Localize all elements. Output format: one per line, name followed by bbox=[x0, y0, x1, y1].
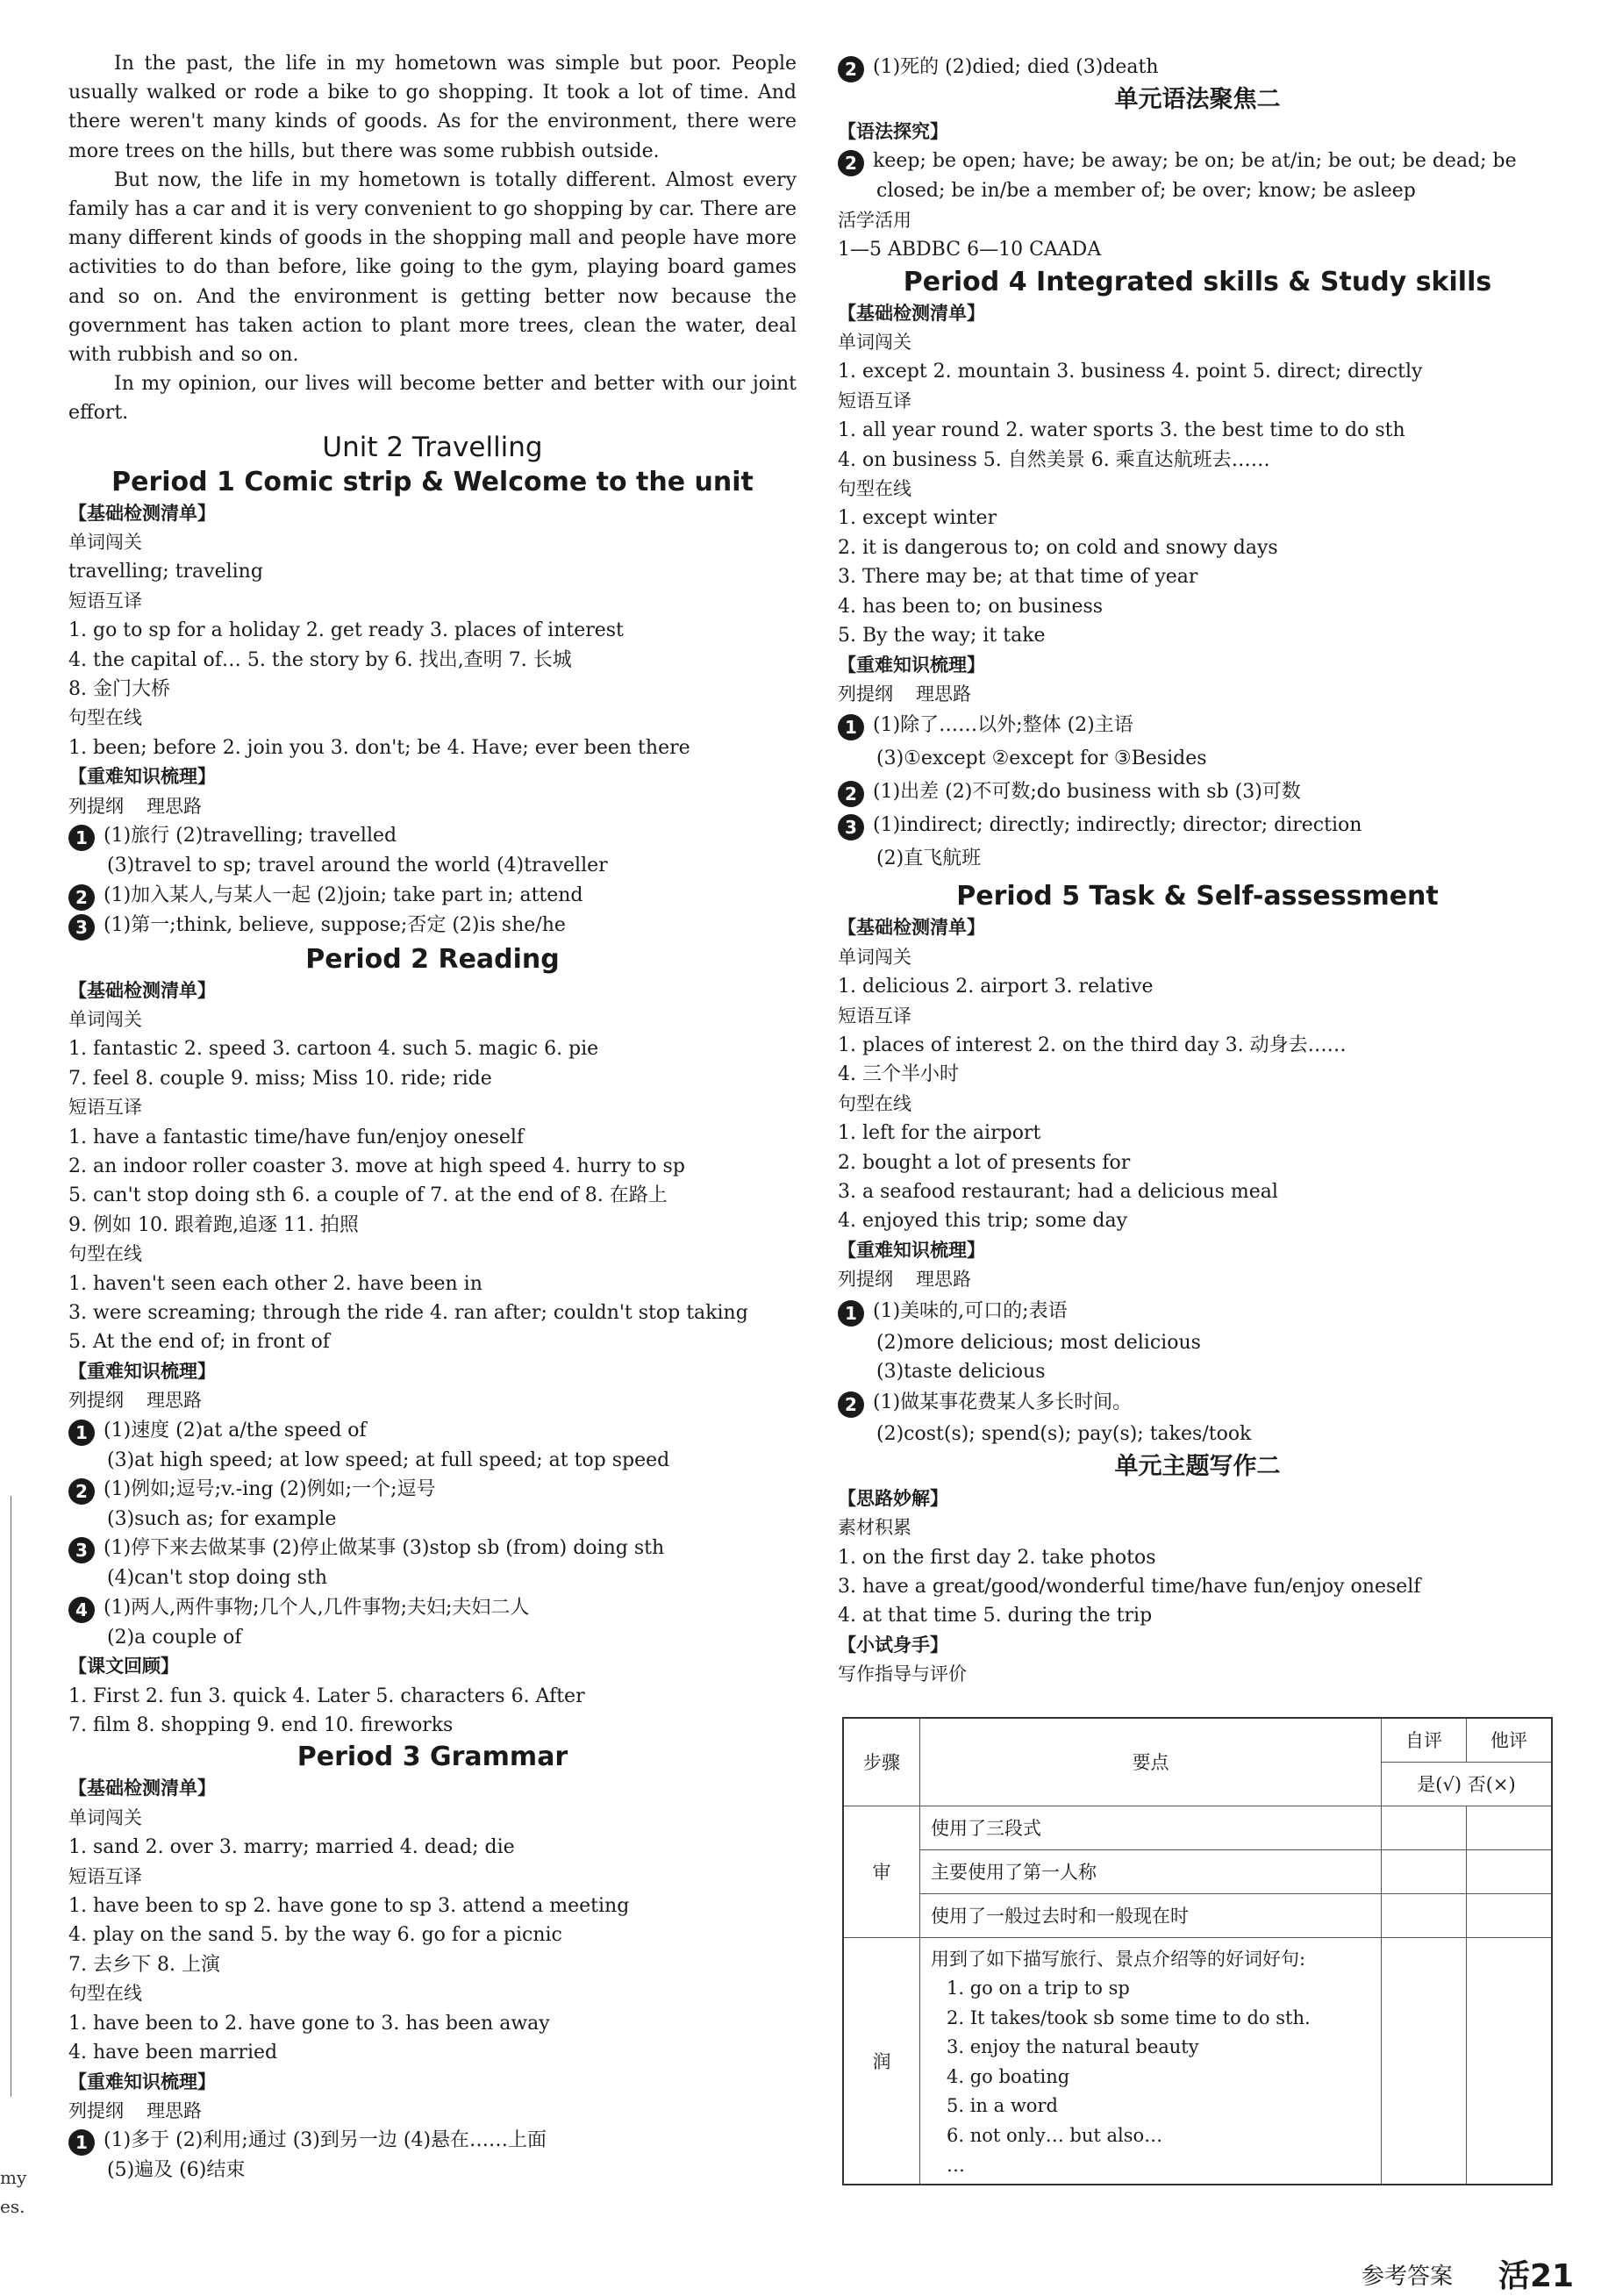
section-header: 【基础检测清单】 bbox=[838, 302, 985, 324]
knowledge-text: (1)旅行 (2)travelling; travelled bbox=[104, 825, 397, 848]
page-number: 活21 bbox=[1498, 2258, 1575, 2294]
number-badge: 1 bbox=[68, 1420, 95, 1446]
sub-header: 短语互译 bbox=[68, 1097, 142, 1119]
answer-line: 1. have been to 2. have gone to 3. has been away bbox=[68, 2012, 550, 2035]
answer-line: 4. 三个半小时 bbox=[838, 1063, 959, 1086]
writing-title: 单元主题写作二 bbox=[1114, 1452, 1281, 1480]
answer-line: 1. fantastic 2. speed 3. cartoon 4. such 5. magic 6. pie bbox=[68, 1038, 599, 1061]
answer-line: 1. all year round 2. water sports 3. the best time to do sth bbox=[838, 419, 1405, 442]
knowledge-item bbox=[838, 776, 1557, 809]
self-eval-cell[interactable] bbox=[1382, 1937, 1467, 2185]
section-header: 【基础检测清单】 bbox=[68, 1777, 216, 1799]
table-cell: 使用了三段式 bbox=[920, 1806, 1382, 1849]
knowledge-item bbox=[838, 1386, 1557, 1420]
number-badge: 2 bbox=[838, 56, 864, 82]
number-badge: 1 bbox=[68, 825, 95, 851]
outline-header bbox=[68, 792, 797, 821]
outline-header bbox=[838, 680, 1557, 709]
answer-line: travelling; traveling bbox=[68, 561, 263, 583]
outline-label: 理思路 bbox=[147, 2099, 202, 2121]
period-5-title: Period 5 Task & Self-assessment bbox=[956, 881, 1439, 912]
knowledge-item bbox=[68, 1416, 797, 1446]
knowledge-item bbox=[68, 881, 797, 911]
phrase-item: 2. It takes/took sb some time to do sth. bbox=[947, 2006, 1311, 2028]
knowledge-item bbox=[68, 1475, 797, 1505]
number-badge: 2 bbox=[68, 1478, 95, 1505]
section-header: 【重难知识梳理】 bbox=[838, 654, 985, 676]
self-eval-cell[interactable] bbox=[1382, 1806, 1467, 1849]
outline-label: 理思路 bbox=[916, 683, 971, 705]
number-badge: 2 bbox=[838, 150, 864, 176]
sub-header: 单词闯关 bbox=[838, 332, 911, 354]
answer-line: 4. at that time 5. during the trip bbox=[838, 1605, 1153, 1627]
peer-eval-cell[interactable] bbox=[1467, 1849, 1553, 1893]
number-badge: 3 bbox=[838, 814, 864, 840]
knowledge-text: (1)indirect; directly; indirectly; director; direction bbox=[873, 814, 1362, 837]
knowledge-item: (4)can't stop doing sth bbox=[107, 1567, 328, 1590]
edge-text: es. bbox=[0, 2196, 25, 2217]
answer-line: 4. the capital of… 5. the story by 6. 找出,查明 7. 长城 bbox=[68, 648, 572, 671]
sub-header: 句型在线 bbox=[838, 1092, 911, 1114]
phrase-item: 4. go boating bbox=[947, 2065, 1070, 2087]
answer-line: 1. have been to sp 2. have gone to sp 3. attend a meeting bbox=[68, 1895, 630, 1918]
knowledge-text: (1)例如;逗号;v.-ing (2)例如;一个;逗号 bbox=[104, 1478, 436, 1501]
knowledge-item: (3)travel to sp; travel around the world (4)traveller bbox=[107, 855, 608, 877]
answer-line: 1. delicious 2. airport 3. relative bbox=[838, 976, 1154, 998]
sub-header: 句型在线 bbox=[838, 478, 911, 500]
answer-line: 1. haven't seen each other 2. have been in bbox=[68, 1272, 482, 1295]
answer-line: 1. on the first day 2. take photos bbox=[838, 1546, 1156, 1569]
knowledge-text: (1)速度 (2)at a/the speed of bbox=[104, 1419, 367, 1441]
self-eval-cell[interactable] bbox=[1382, 1849, 1467, 1893]
sub-header: 短语互译 bbox=[838, 390, 911, 411]
phrase-item: 5. in a word bbox=[947, 2095, 1058, 2117]
sub-header: 单词闯关 bbox=[68, 1806, 142, 1828]
answer-line: 4. have been married bbox=[68, 2042, 278, 2064]
knowledge-item bbox=[838, 147, 1557, 176]
answer-line: 1. except winter bbox=[838, 507, 997, 530]
section-header: 【基础检测清单】 bbox=[838, 917, 985, 939]
knowledge-item: (2)cost(s); spend(s); pay(s); takes/took bbox=[876, 1423, 1252, 1446]
section-header: 【重难知识梳理】 bbox=[838, 1239, 985, 1261]
answer-line: 1. except 2. mountain 3. business 4. point 5. direct; directly bbox=[838, 361, 1423, 383]
page-edge-line bbox=[0, 1496, 11, 2097]
answer-line: 5. can't stop doing sth 6. a couple of 7. at the end of 8. 在路上 bbox=[68, 1184, 668, 1207]
answer-line: 3. have a great/good/wonderful time/have fun/enjoy oneself bbox=[838, 1576, 1421, 1599]
answer-line: 2. it is dangerous to; on cold and snowy days bbox=[838, 536, 1278, 559]
phrase-item: … bbox=[947, 2154, 965, 2176]
knowledge-text: (1)加入某人,与某人一起 (2)join; take part in; attend bbox=[104, 883, 583, 906]
outline-label: 列提纲 bbox=[838, 1269, 893, 1291]
outline-header bbox=[68, 2097, 797, 2126]
answer-line: 8. 金门大桥 bbox=[68, 678, 170, 701]
number-badge: 2 bbox=[838, 781, 864, 807]
number-badge: 1 bbox=[838, 714, 864, 740]
knowledge-item bbox=[68, 821, 797, 851]
sub-header: 句型在线 bbox=[68, 1243, 142, 1265]
sub-header: 写作指导与评价 bbox=[838, 1663, 967, 1685]
sub-header: 单词闯关 bbox=[68, 1008, 142, 1030]
phrase-list bbox=[931, 1974, 1370, 2180]
knowledge-text: (1)停下来去做某事 (2)停止做某事 (3)stop sb (from) doing sth bbox=[104, 1537, 665, 1560]
knowledge-item: (5)遍及 (6)结束 bbox=[107, 2159, 246, 2182]
answer-line: 1—5 ABDBC 6—10 CAADA bbox=[838, 239, 1102, 261]
period-4-title: Period 4 Integrated skills & Study skills bbox=[903, 266, 1492, 297]
outline-label: 理思路 bbox=[147, 795, 202, 817]
table-header-self: 自评 bbox=[1382, 1718, 1467, 1762]
sub-header: 短语互译 bbox=[68, 590, 142, 612]
knowledge-item: (3)①except ②except for ③Besides bbox=[876, 747, 1207, 770]
table-cell: 主要使用了第一人称 bbox=[920, 1849, 1382, 1893]
number-badge: 1 bbox=[68, 2129, 95, 2156]
intro-essay bbox=[68, 49, 797, 428]
outline-label: 列提纲 bbox=[68, 2099, 124, 2121]
answer-line: 1. have a fantastic time/have fun/enjoy oneself bbox=[68, 1126, 525, 1148]
section-header: 【课文回顾】 bbox=[68, 1656, 179, 1677]
section-header: 【重难知识梳理】 bbox=[68, 2071, 216, 2092]
number-badge: 2 bbox=[68, 884, 95, 911]
number-badge: 2 bbox=[838, 1391, 864, 1418]
phrase-item: 3. enjoy the natural beauty bbox=[947, 2036, 1199, 2058]
answer-line: 7. feel 8. couple 9. miss; Miss 10. ride; ride bbox=[68, 1067, 492, 1090]
answer-line: 1. First 2. fun 3. quick 4. Later 5. characters 6. After bbox=[68, 1684, 585, 1707]
table-step: 润 bbox=[843, 1937, 920, 2185]
sub-header: 单词闯关 bbox=[838, 946, 911, 968]
answer-line: 1. left for the airport bbox=[838, 1122, 1041, 1145]
knowledge-item: closed; be in/be a member of; be over; know; be asleep bbox=[876, 180, 1416, 203]
section-header: 【语法探究】 bbox=[838, 121, 948, 142]
outline-label: 列提纲 bbox=[838, 683, 893, 705]
section-header: 【基础检测清单】 bbox=[68, 502, 216, 524]
phrase-item: 6. not only… but also… bbox=[947, 2125, 1163, 2147]
edge-text: my bbox=[0, 2167, 27, 2188]
table-step: 审 bbox=[843, 1806, 920, 1937]
right-column bbox=[838, 53, 1557, 1690]
knowledge-item bbox=[838, 709, 1557, 742]
answer-line: 9. 例如 10. 跟着跑,追逐 11. 拍照 bbox=[68, 1213, 359, 1236]
knowledge-item bbox=[68, 911, 797, 941]
sub-header: 活学活用 bbox=[838, 209, 911, 231]
answer-line: 5. By the way; it take bbox=[838, 625, 1046, 647]
knowledge-text: keep; be open; have; be away; be on; be at/in; be out; be dead; be bbox=[873, 150, 1517, 173]
knowledge-text: (1)出差 (2)不可数;do business with sb (3)可数 bbox=[873, 781, 1301, 804]
table-header-peer: 他评 bbox=[1467, 1718, 1553, 1762]
outline-label: 列提纲 bbox=[68, 795, 124, 817]
outline-label: 理思路 bbox=[916, 1269, 971, 1291]
knowledge-item bbox=[68, 1593, 797, 1623]
left-column bbox=[68, 49, 797, 2185]
knowledge-item bbox=[68, 2126, 797, 2156]
knowledge-item bbox=[838, 53, 1557, 82]
knowledge-item: (3)at high speed; at low speed; at full speed; at top speed bbox=[107, 1448, 670, 1471]
knowledge-text: (1)第一;think, believe, suppose;否定 (2)is she/he bbox=[104, 913, 566, 936]
knowledge-item: (2)more delicious; most delicious bbox=[876, 1331, 1201, 1354]
essay-paragraph: In my opinion, our lives will become better and better with our joint effort. bbox=[68, 373, 797, 425]
answer-line: 2. bought a lot of presents for bbox=[838, 1151, 1131, 1174]
knowledge-item bbox=[68, 1534, 797, 1563]
period-3-title: Period 3 Grammar bbox=[297, 1742, 568, 1773]
sub-header: 单词闯关 bbox=[68, 532, 142, 554]
period-2-title: Period 2 Reading bbox=[305, 943, 560, 975]
section-header: 【重难知识梳理】 bbox=[68, 766, 216, 788]
answer-line: 3. a seafood restaurant; had a delicious meal bbox=[838, 1180, 1278, 1203]
number-badge: 3 bbox=[68, 914, 95, 941]
sub-header: 句型在线 bbox=[68, 1983, 142, 2005]
sub-header: 短语互译 bbox=[838, 1005, 911, 1026]
answer-line: 4. play on the sand 5. by the way 6. go for a picnic bbox=[68, 1924, 562, 1947]
section-header: 【重难知识梳理】 bbox=[68, 1360, 216, 1382]
section-header: 【基础检测清单】 bbox=[68, 979, 216, 1001]
answer-line: 1. sand 2. over 3. marry; married 4. dead; die bbox=[68, 1836, 515, 1859]
period-1-title: Period 1 Comic strip & Welcome to the unit bbox=[111, 466, 754, 497]
knowledge-item bbox=[838, 1295, 1557, 1328]
answer-line: 4. on business 5. 自然美景 6. 乘直达航班去…… bbox=[838, 448, 1270, 471]
peer-eval-cell[interactable] bbox=[1467, 1893, 1553, 1937]
answer-line: 7. film 8. shopping 9. end 10. fireworks bbox=[68, 1714, 454, 1737]
knowledge-item: (3)such as; for example bbox=[107, 1508, 337, 1531]
answer-line: 1. go to sp for a holiday 2. get ready 3. places of interest bbox=[68, 619, 624, 642]
number-badge: 1 bbox=[838, 1300, 864, 1327]
essay-paragraph: But now, the life in my hometown is totally different. Almost every family has a car and it is very convenient to go shopping by car. There are many different kinds of goods in the shopping mall and people have more activities to do than before, like going to the gym, playing board games and so on. And the environment is getting better now because the government has taken action to plant more trees, clean the water, deal with rubbish and so on. bbox=[68, 168, 797, 367]
knowledge-text: (1)多于 (2)利用;通过 (3)到另一边 (4)悬在……上面 bbox=[104, 2129, 547, 2152]
outline-header bbox=[838, 1265, 1557, 1294]
outline-header bbox=[68, 1386, 797, 1415]
table-cell-phrases bbox=[920, 1937, 1382, 2185]
answer-line: 3. were screaming; through the ride 4. ran after; couldn't stop taking bbox=[68, 1301, 748, 1324]
answer-line: 3. There may be; at that time of year bbox=[838, 566, 1198, 589]
knowledge-item: (3)taste delicious bbox=[876, 1361, 1046, 1383]
knowledge-item bbox=[838, 809, 1557, 842]
table-header-yesno: 是(√) 否(×) bbox=[1382, 1762, 1553, 1806]
grammar-focus-title: 单元语法聚焦二 bbox=[1114, 86, 1281, 113]
answer-line: 2. an indoor roller coaster 3. move at high speed 4. hurry to sp bbox=[68, 1155, 685, 1177]
knowledge-text: (1)两人,两件事物;几个人,几件事物;夫妇;夫妇二人 bbox=[104, 1596, 530, 1619]
answer-line: 1. places of interest 2. on the third day 3. 动身去…… bbox=[838, 1034, 1347, 1056]
peer-eval-cell[interactable] bbox=[1467, 1806, 1553, 1849]
knowledge-text: (1)做某事花费某人多长时间。 bbox=[873, 1391, 1133, 1414]
table-header-point: 要点 bbox=[920, 1718, 1382, 1806]
knowledge-text: (1)除了……以外;整体 (2)主语 bbox=[873, 714, 1133, 737]
number-badge: 4 bbox=[68, 1597, 95, 1623]
sub-header: 短语互译 bbox=[68, 1865, 142, 1887]
knowledge-item: (2)直飞航班 bbox=[876, 848, 982, 870]
outline-label: 理思路 bbox=[147, 1390, 202, 1412]
self-eval-cell[interactable] bbox=[1382, 1893, 1467, 1937]
answer-line: 4. has been to; on business bbox=[838, 595, 1104, 618]
answer-line: 7. 去乡下 8. 上演 bbox=[68, 1953, 220, 1976]
sub-header: 素材积累 bbox=[838, 1517, 911, 1539]
unit-title: Unit 2 Travelling bbox=[322, 431, 543, 463]
number-badge: 3 bbox=[68, 1537, 95, 1563]
table-cell: 使用了一般过去时和一般现在时 bbox=[920, 1893, 1382, 1937]
phrases-title: 用到了如下描写旅行、景点介绍等的好词好句: bbox=[931, 1948, 1306, 1970]
answer-line: 5. At the end of; in front of bbox=[68, 1331, 330, 1354]
knowledge-text: (1)死的 (2)died; died (3)death bbox=[873, 56, 1159, 78]
knowledge-item: (2)a couple of bbox=[107, 1626, 242, 1649]
footer-label: 参考答案 bbox=[1362, 2264, 1454, 2290]
essay-paragraph: In the past, the life in my hometown was simple but poor. People usually walked or rode a bike to go shopping. It took a lot of time. And there weren't many kinds of goods. As for the environment, there were more trees on the hills, but there was some rubbish outside. bbox=[68, 53, 797, 162]
answer-line: 1. been; before 2. join you 3. don't; be 4. Have; ever been there bbox=[68, 736, 690, 759]
outline-label: 列提纲 bbox=[68, 1390, 124, 1412]
knowledge-text: (1)美味的,可口的;表语 bbox=[873, 1299, 1068, 1322]
sub-header: 句型在线 bbox=[68, 707, 142, 729]
answer-line: 4. enjoyed this trip; some day bbox=[838, 1210, 1128, 1233]
writing-evaluation-table bbox=[842, 1717, 1553, 2185]
section-header: 【小试身手】 bbox=[838, 1634, 948, 1656]
section-header: 【思路妙解】 bbox=[838, 1487, 948, 1509]
table-header-step: 步骤 bbox=[843, 1718, 920, 1806]
peer-eval-cell[interactable] bbox=[1467, 1937, 1553, 2185]
phrase-item: 1. go on a trip to sp bbox=[947, 1978, 1130, 1999]
